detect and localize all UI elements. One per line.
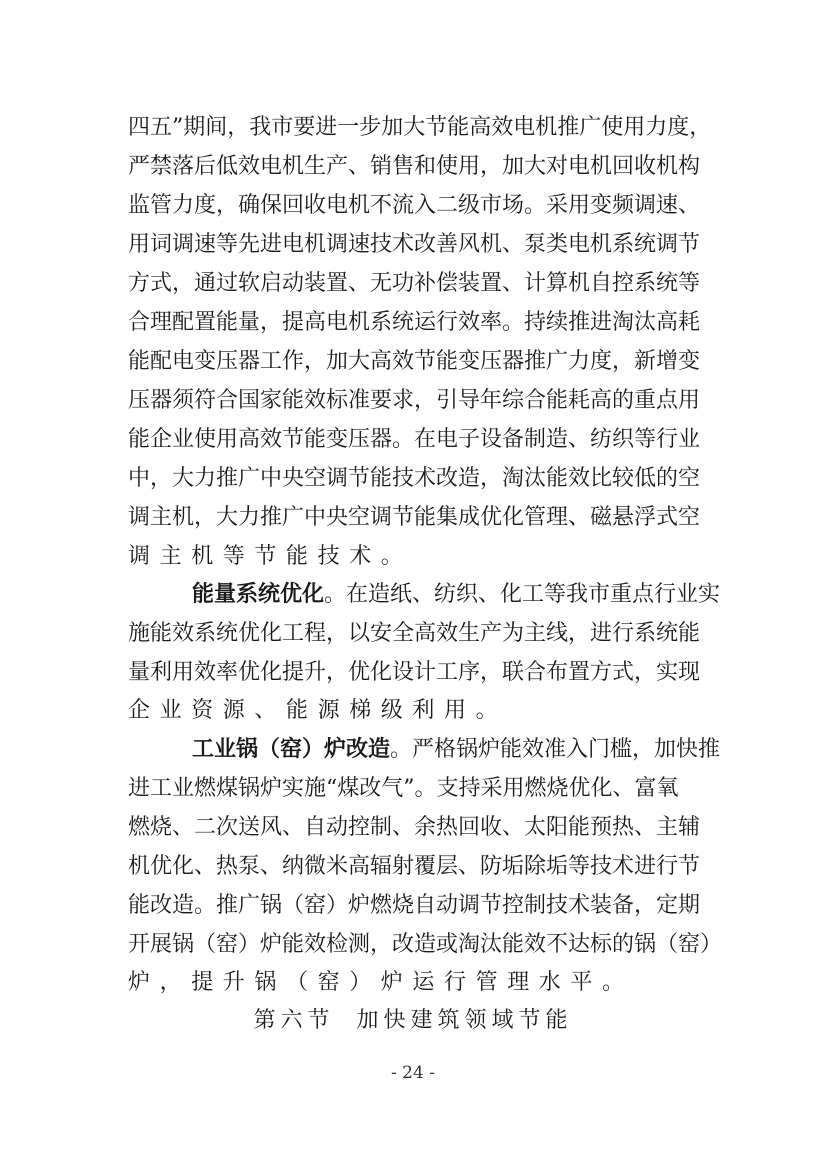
section-number: 第六节 xyxy=(253,1008,335,1033)
paragraph-line: 燃烧、二次送风、自动控制、余热回收、太阳能预热、主辅 xyxy=(128,815,701,840)
paragraph-line: 企业资源、能源梯级利用。 xyxy=(128,698,508,723)
paragraph-text: 。在造纸、纺织、化工等我市重点行业实 xyxy=(324,582,721,607)
paragraph-line: 能改造。推广锅（窑）炉燃烧自动调节控制技术装备，定期 xyxy=(128,893,701,918)
paragraph-line: 严禁落后低效电机生产、销售和使用，加大对电机回收机构 xyxy=(128,154,701,179)
paragraph-first-line xyxy=(192,735,721,765)
paragraph-line: 合理配置能量，提高电机系统运行效率。持续推进淘汰高耗 xyxy=(128,310,701,335)
paragraph-line: 量利用效率优化提升，优化设计工序，联合布置方式，实现 xyxy=(128,660,701,685)
paragraph-line: 机优化、热泵、纳微米高辐射覆层、防垢除垢等技术进行节 xyxy=(128,854,701,879)
paragraph-heading-boiler: 工业锅（窑）炉改造 xyxy=(192,737,391,762)
paragraph-line: 炉，提升锅（窑）炉运行管理水平。 xyxy=(128,970,634,995)
paragraph-text: 。严格锅炉能效准入门槛，加快推 xyxy=(390,737,721,762)
paragraph-line: 能企业使用高效节能变压器。在电子设备制造、纺织等行业 xyxy=(128,427,701,452)
paragraph-line: 调主机，大力推广中央空调节能集成优化管理、磁悬浮式空 xyxy=(128,505,701,530)
paragraph-line: 方式，通过软启动装置、无功补偿装置、计算机自控系统等 xyxy=(128,271,701,296)
paragraph-line: 用词调速等先进电机调速技术改善风机、泵类电机系统调节 xyxy=(128,232,701,257)
paragraph-line: 开展锅（窑）炉能效检测，改造或淘汰能效不达标的锅（窑） xyxy=(128,932,723,957)
paragraph-line: 中，大力推广中央空调节能技术改造，淘汰能效比较低的空 xyxy=(128,466,701,491)
paragraph-line: 进工业燃煤锅炉实施“煤改气”。支持采用燃烧优化、富氧 xyxy=(128,776,679,801)
paragraph-heading-energy-system: 能量系统优化 xyxy=(192,582,325,607)
paragraph-line: 压器须符合国家能效标准要求，引导年综合能耗高的重点用 xyxy=(128,388,701,413)
paragraph-line: 施能效系统优化工程，以安全高效生产为主线，进行系统能 xyxy=(128,621,701,646)
paragraph-line: 能配电变压器工作，加大高效节能变压器推广力度，新增变 xyxy=(128,349,701,374)
section-title: 加快建筑领域节能 xyxy=(356,1008,573,1033)
paragraph-line: 调主机等节能技术。 xyxy=(128,544,413,569)
page-number: - 24 - xyxy=(391,1063,435,1083)
paragraph-line: 四五”期间，我市要进一步加大节能高效电机推广使用力度， xyxy=(128,115,712,140)
paragraph-first-line xyxy=(192,580,721,610)
section-heading xyxy=(0,1006,826,1036)
paragraph-line: 监管力度，确保回收电机不流入二级市场。采用变频调速、 xyxy=(128,193,701,218)
